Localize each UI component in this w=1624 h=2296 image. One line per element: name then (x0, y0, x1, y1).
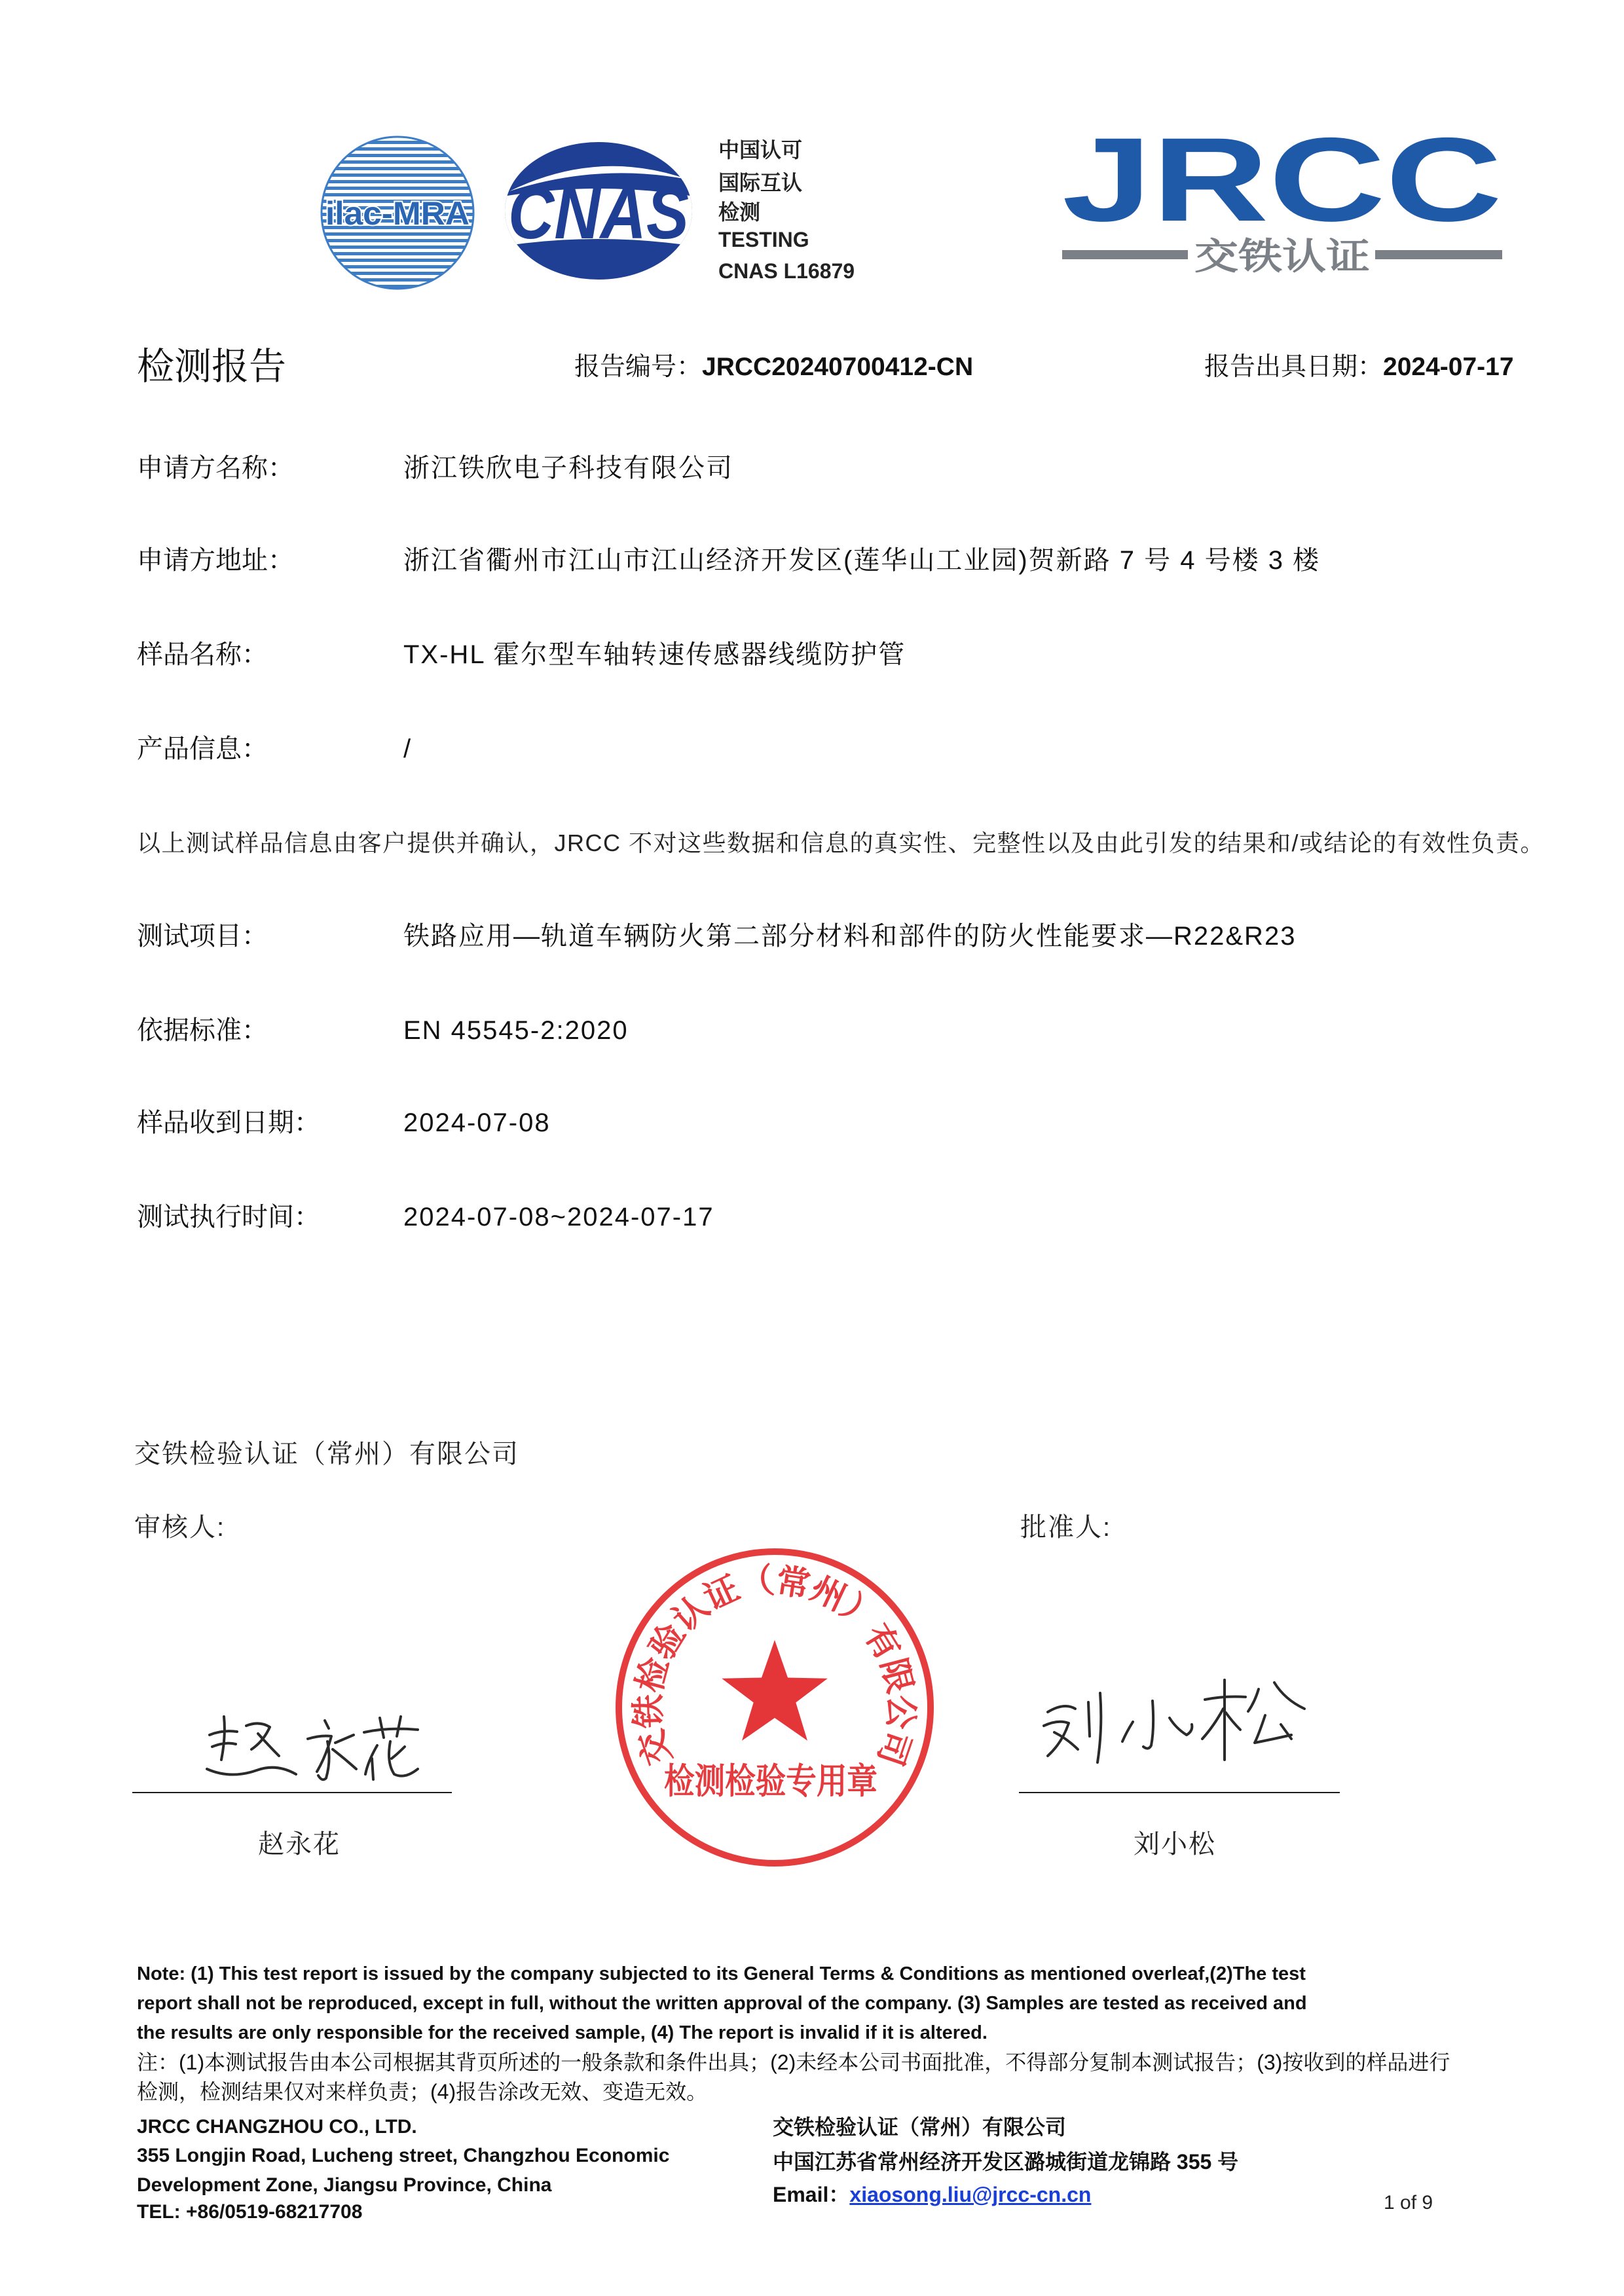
seal-arc-text-path: 交铁检验认证（常州）有限公司 (628, 1560, 921, 1771)
cnas-block-line-3: 检测 (718, 200, 761, 224)
reviewer-signature (196, 1696, 432, 1800)
footer-address-en-2: Development Zone, Jiangsu Province, China (137, 2174, 552, 2196)
cnas-block-line-4: TESTING (718, 228, 809, 251)
jrcc-logo (1061, 113, 1509, 278)
footer-company-zh: 交铁检验认证（常州）有限公司 (773, 2115, 1067, 2139)
page-number: 1 of 9 (1384, 2192, 1433, 2214)
approver-signature-line (1019, 1792, 1340, 1793)
jrcc-logo-bar-right (1375, 250, 1502, 259)
reviewer-name: 赵永花 (258, 1830, 341, 1859)
field-value: TX-HL 霍尔型车轴转速传感器线缆防护管 (403, 640, 906, 669)
field-applicant-address (137, 545, 1525, 576)
report-number (574, 352, 973, 382)
cnas-logo (503, 140, 694, 282)
field-sample-name (137, 639, 1525, 670)
field-label: 申请方地址： (137, 546, 294, 575)
note-en-line-3: the results are only responsible for the received sample, (4) The report is invalid if it is altered. (137, 2022, 987, 2043)
issuing-company: 交铁检验认证（常州）有限公司 (134, 1440, 519, 1468)
note-en-line-1: Note: (1) This test report is issued by the company subjected to its General Terms & Conditions as mentioned overleaf,(2)The test (137, 1963, 1306, 1984)
footer-tel: TEL: +86/0519-68217708 (137, 2201, 363, 2223)
field-value: 2024-07-08~2024-07-17 (403, 1203, 714, 1231)
approver-signature-strokes (1044, 1680, 1304, 1762)
report-title: 检测报告 (137, 346, 286, 388)
footer-address-zh: 中国江苏省常州经济开发区潞城街道龙锦路 355 号 (773, 2150, 1239, 2174)
reviewer-signature-line (132, 1792, 452, 1793)
cnas-logo-text: CNAS (508, 172, 689, 254)
field-value: 浙江省衢州市江山市江山经济开发区(莲华山工业园)贺新路 7 号 4 号楼 3 楼 (403, 546, 1321, 575)
field-sample-received-date (137, 1107, 1525, 1139)
approver-signature (1028, 1663, 1323, 1781)
note-en-line-2: report shall not be reproduced, except in full, without the written approval of the company. (3) Samples are tested as received and (137, 1993, 1307, 2014)
field-value: / (403, 735, 413, 763)
report-number-label: 报告编号： (574, 353, 703, 381)
field-value: 浙江铁欣电子科技有限公司 (403, 454, 733, 483)
field-label: 依据标准： (137, 1016, 268, 1045)
cnas-block-line-5: CNAS L16879 (718, 259, 855, 283)
field-product-info (137, 733, 1525, 765)
footer-company-en: JRCC CHANGZHOU CO., LTD. (137, 2116, 417, 2138)
ilac-logo-text: ilac-MRA (325, 195, 470, 232)
field-value: 2024-07-08 (403, 1108, 551, 1137)
email-label: Email： (773, 2183, 850, 2206)
report-number-value: JRCC20240700412-CN (702, 353, 974, 381)
issue-date-value: 2024-07-17 (1383, 353, 1514, 381)
report-issue-date (1204, 352, 1514, 382)
field-label: 样品收到日期： (137, 1108, 320, 1137)
field-test-period (137, 1201, 1525, 1233)
field-applicant-name (137, 452, 1525, 484)
seal-star (722, 1640, 828, 1741)
email-link[interactable]: xiaosong.liu@jrcc-cn.cn (849, 2183, 1092, 2206)
official-seal (609, 1542, 940, 1873)
footer-email (773, 2183, 1091, 2206)
approver-label: 批准人: (1020, 1513, 1112, 1542)
jrcc-logo-bar-left (1062, 250, 1188, 259)
seal-bottom-text: 检测检验专用章 (664, 1760, 877, 1802)
approver-name: 刘小松 (1134, 1830, 1216, 1859)
reviewer-signature-strokes (207, 1717, 418, 1779)
cnas-block-line-2: 国际互认 (718, 171, 803, 194)
ilac-mra-logo (319, 134, 476, 291)
sample-info-disclaimer: 以上测试样品信息由客户提供并确认，JRCC 不对这些数据和信息的真实性、完整性以及由此引发的结果和/或结论的有效性负责。 (137, 829, 1545, 856)
field-label: 产品信息： (137, 735, 268, 763)
jrcc-logo-subtitle: 交铁认证 (1194, 236, 1370, 278)
field-standard (137, 1015, 1525, 1046)
note-zh-line-1: 注：(1)本测试报告由本公司根据其背页所述的一般条款和条件出具；(2)未经本公司书面批准，不得部分复制本测试报告；(3)按收到的样品进行 (137, 2050, 1450, 2074)
cnas-block-line-1: 中国认可 (718, 138, 803, 162)
field-test-item (137, 920, 1525, 952)
field-value: EN 45545-2:2020 (403, 1016, 629, 1045)
field-value: 铁路应用—轨道车辆防火第二部分材料和部件的防火性能要求—R22&R23 (403, 922, 1297, 951)
issue-date-label: 报告出具日期： (1204, 353, 1384, 381)
footer-address-en-1: 355 Longjin Road, Lucheng street, Changzhou Economic (137, 2145, 670, 2166)
note-zh-line-2: 检测，检测结果仅对来样负责；(4)报告涂改无效、变造无效。 (137, 2080, 708, 2104)
jrcc-logo-text: JRCC (1062, 113, 1502, 246)
field-label: 测试执行时间： (137, 1203, 320, 1231)
field-label: 测试项目： (137, 922, 268, 951)
field-label: 申请方名称： (137, 454, 294, 483)
field-label: 样品名称： (137, 640, 268, 669)
reviewer-label: 审核人: (134, 1513, 226, 1542)
